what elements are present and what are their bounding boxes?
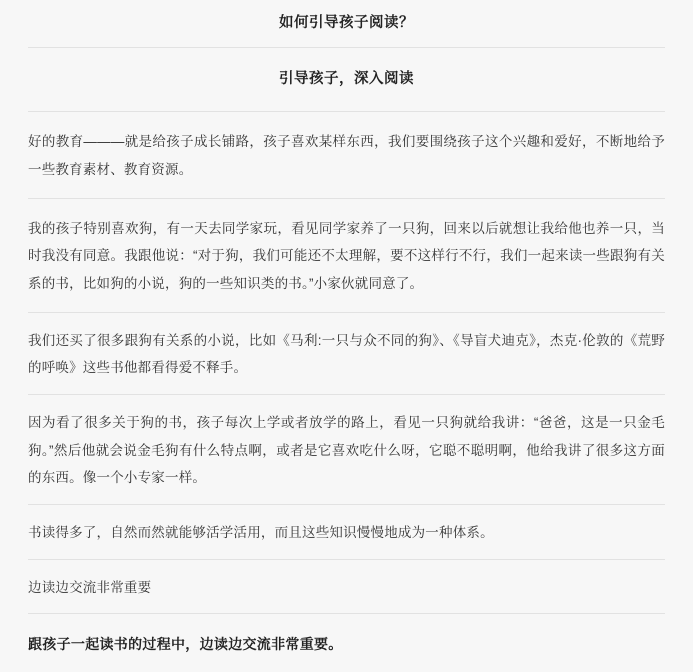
paragraph: 书读得多了，自然而然就能够活学活用，而且这些知识慢慢地成为一种体系。 — [28, 525, 494, 541]
emphasized-paragraph: 跟孩子一起读书的过程中，边读边交流非常重要。 — [28, 635, 343, 652]
section-subtitle: 引导孩子，深入阅读 — [279, 71, 414, 88]
paragraph: 好的教育———就是给孩子成长铺路，孩子喜欢某样东西，我们要围绕孩子这个兴趣和爱好，不断地给予一些教育素材、教育资源。 — [28, 134, 665, 178]
page-title: 如何引导孩子阅读？ — [279, 15, 414, 31]
paragraph: 因为看了很多关于狗的书，孩子每次上学或者放学的路上，看见一只狗就给我讲：“爸爸，这是一只金毛狗。”然后他就会说金毛狗有什么特点啊，或者是它喜欢吃什么呀，它聪不聪明啊，他给我讲了很多这方面的东西。像一个小专家一样。 — [28, 415, 665, 486]
paragraph: 我的孩子特别喜欢狗，有一天去同学家玩，看见同学家养了一只狗，回来以后就想让我给他也养一只，当时我没有同意。我跟他说：“对于狗，我们可能还不太理解，要不这样行不行，我们一起来读一些跟狗有关系的书，比如狗的小说，狗的一些知识类的书。”小家伙就同意了。 — [28, 220, 665, 292]
subheading: 边读边交流非常重要 — [28, 579, 152, 595]
paragraph: 我们还买了很多跟狗有关系的小说，比如《马利:一只与众不同的狗》、《导盲犬迪克》，杰克·伦敦的《荒野的呼唤》这些书他都看得爱不释手。 — [28, 332, 665, 376]
